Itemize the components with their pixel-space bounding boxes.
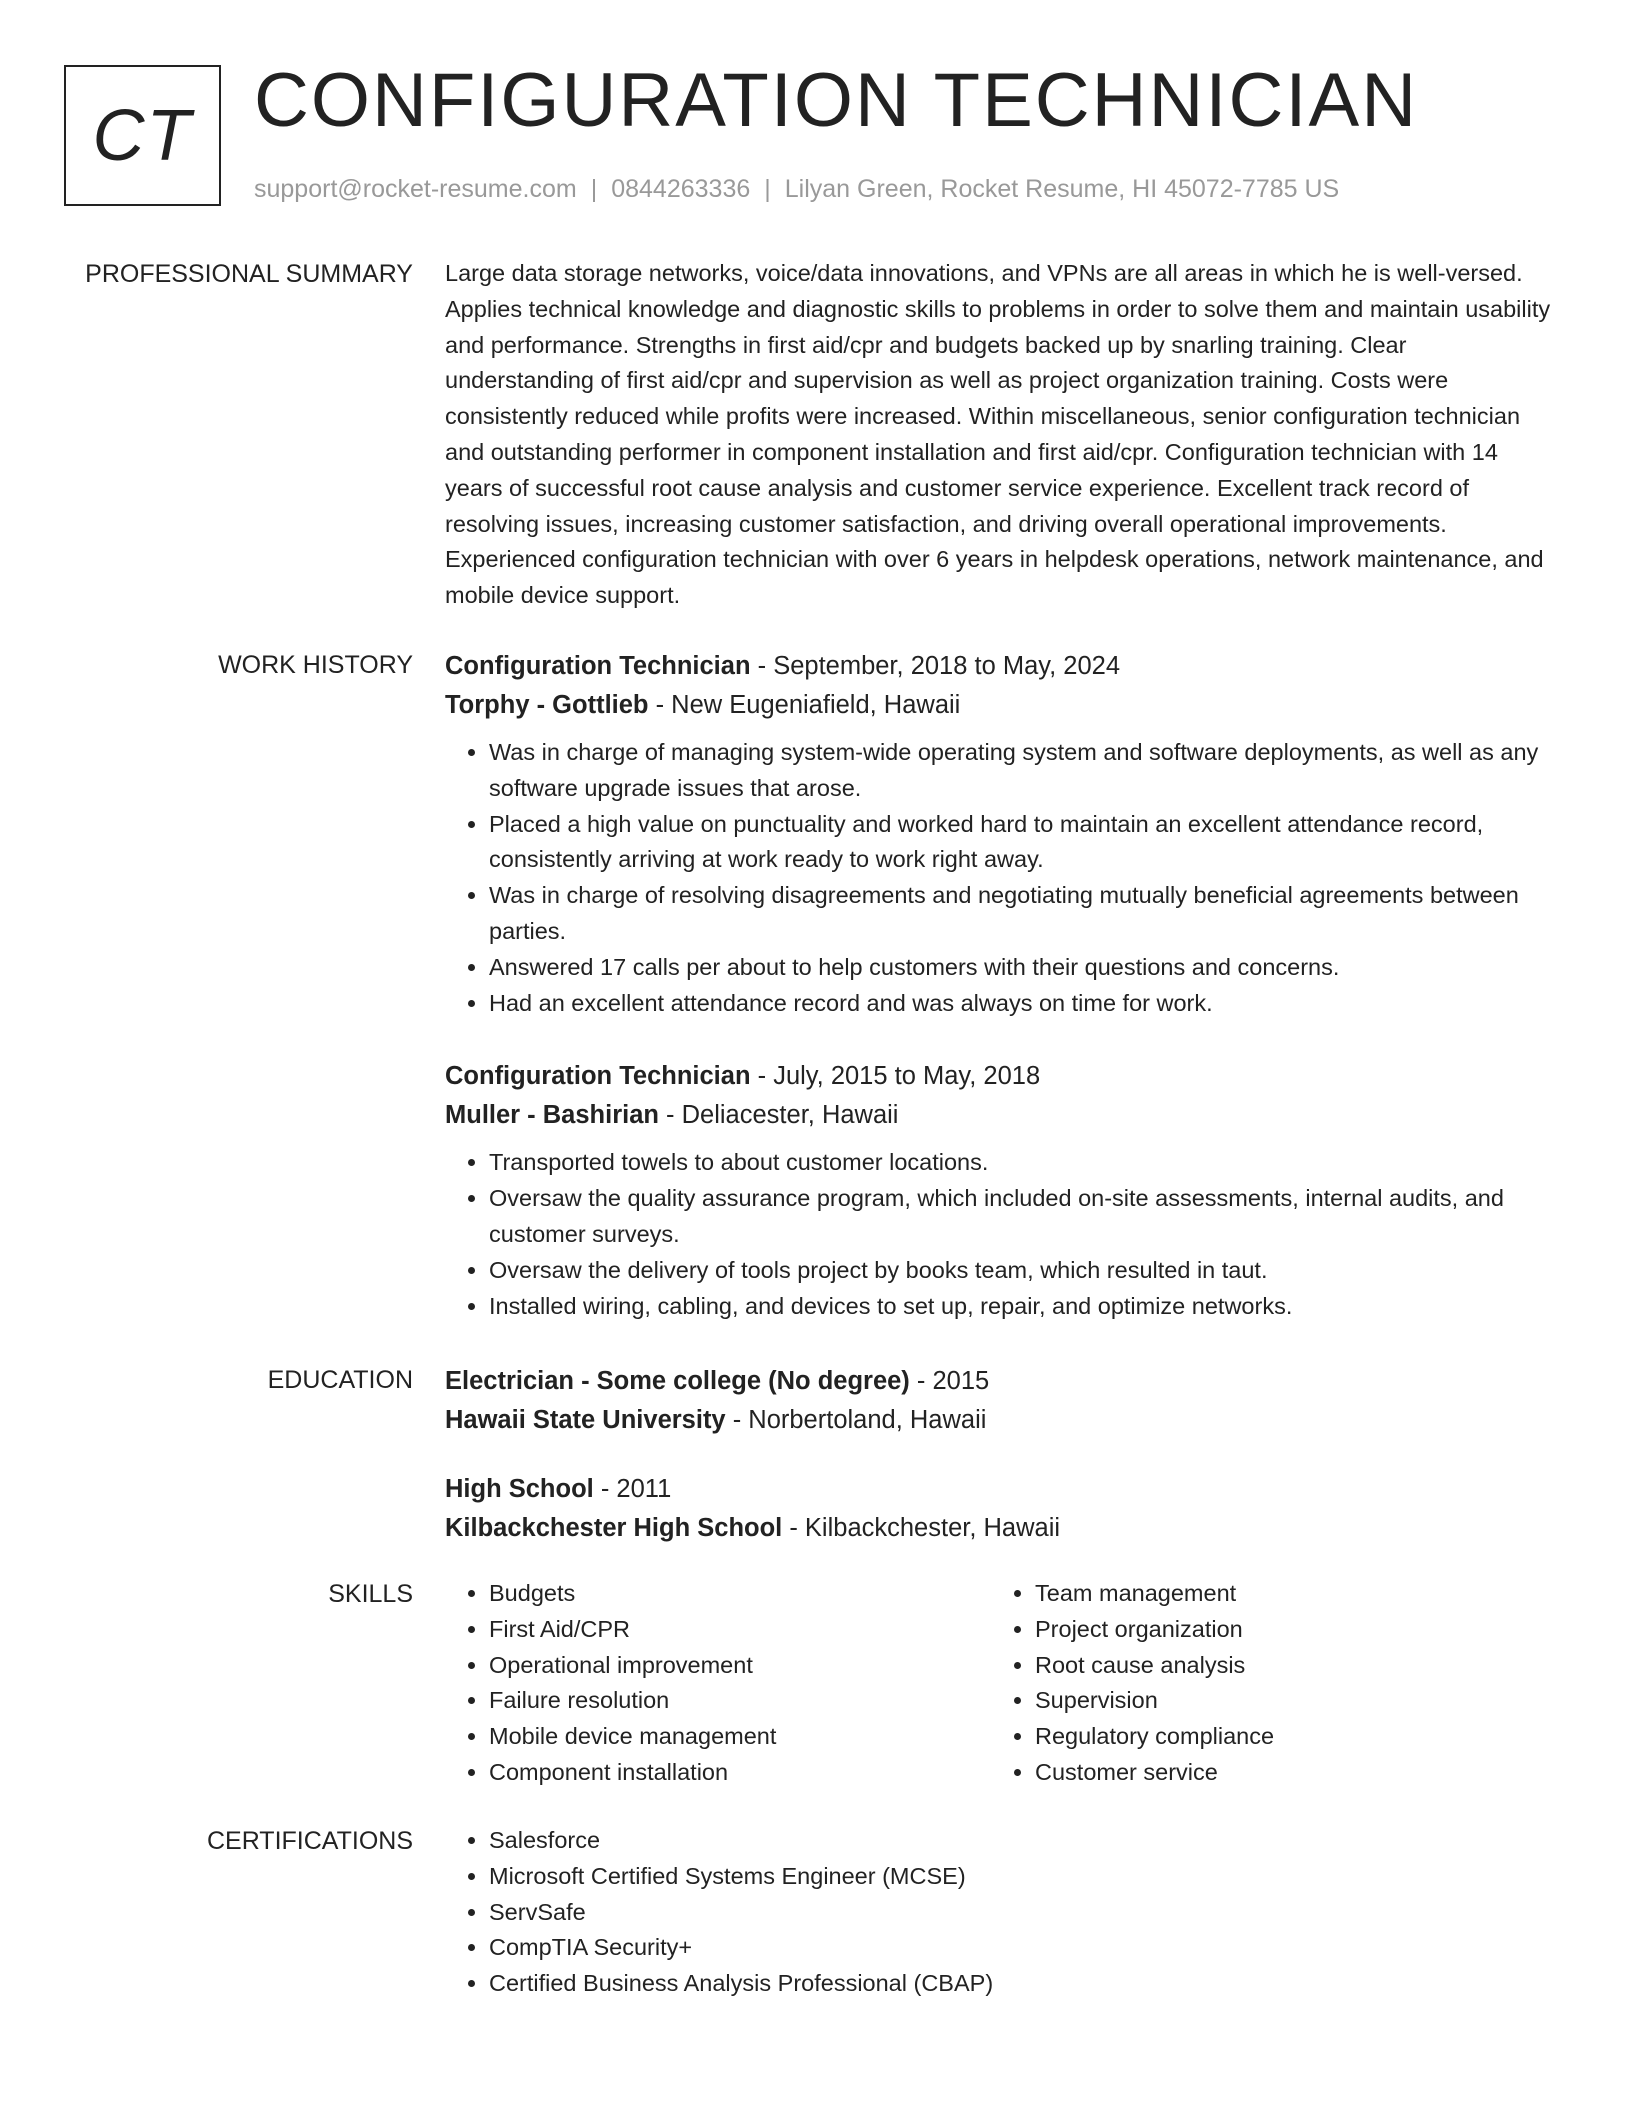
job-entry: [445, 1057, 1557, 1324]
job-bullet-list: [445, 1145, 1557, 1324]
list-item: • CompTIA Security+: [489, 1930, 1557, 1966]
list-item: • Operational improvement: [489, 1648, 991, 1684]
monogram-initials: CT: [92, 95, 193, 176]
list-item: • Budgets: [489, 1576, 991, 1612]
education-entry: [445, 1362, 1557, 1440]
education-school: Kilbackchester High School: [445, 1514, 783, 1542]
education-location: - Kilbackchester, Hawaii: [782, 1514, 1061, 1542]
job-company: Torphy - Gottlieb: [445, 691, 649, 719]
contact-separator: |: [590, 175, 598, 203]
skills-body: [445, 1576, 1557, 1791]
list-item: • Microsoft Certified Systems Engineer (MCSE): [489, 1859, 1557, 1895]
skills-column-right: [991, 1576, 1537, 1791]
education-entry: [445, 1470, 1557, 1548]
job-company-line: [445, 686, 1557, 725]
list-item: • Customer service: [1035, 1755, 1537, 1791]
job-title-line: [445, 647, 1557, 686]
contact-separator: |: [764, 175, 771, 203]
job-dates: - July, 2015 to May, 2018: [750, 1062, 1041, 1091]
job-role: Configuration Technician: [445, 652, 751, 680]
list-item: • Mobile device management: [489, 1719, 991, 1755]
monogram-box: [64, 65, 221, 206]
section-title-skills: SKILLS: [328, 1580, 413, 1608]
education-school-line: [445, 1509, 1557, 1548]
skills-list-right: [991, 1576, 1537, 1791]
list-item: • Root cause analysis: [1035, 1648, 1537, 1684]
list-item: • Installed wiring, cabling, and devices to set up, repair, and optimize networks.: [489, 1289, 1557, 1325]
list-item: • Team management: [1035, 1576, 1537, 1612]
list-item: • Certified Business Analysis Professional (CBAP): [489, 1966, 1557, 2002]
skills-column-left: [445, 1576, 991, 1791]
education-degree: High School: [445, 1475, 594, 1503]
list-item: • Oversaw the delivery of tools project by books team, which resulted in taut.: [489, 1253, 1557, 1289]
education-degree-line: [445, 1362, 1557, 1401]
work-history-body: [445, 647, 1557, 1356]
education-year: - 2015: [909, 1367, 990, 1395]
education-year: - 2011: [593, 1475, 672, 1503]
list-item: • Was in charge of managing system-wide operating system and software deployments, as well as any software upgrade issues that arose.: [489, 735, 1557, 807]
contact-line: [254, 173, 1339, 205]
list-item: • Placed a high value on punctuality and worked hard to maintain an excellent attendance record, consistently arriving at work ready to work right away.: [489, 807, 1557, 879]
education-body: [445, 1362, 1557, 1548]
education-location: - Norbertoland, Hawaii: [725, 1406, 987, 1434]
section-title-certifications: CERTIFICATIONS: [206, 1827, 413, 1855]
contact-email[interactable]: support@rocket-resume.com: [254, 175, 577, 203]
list-item: • Was in charge of resolving disagreements and negotiating mutually beneficial agreements between parties.: [489, 878, 1557, 950]
list-item: • Regulatory compliance: [1035, 1719, 1537, 1755]
section-title-work-history: WORK HISTORY: [218, 651, 413, 679]
skills-list-left: [445, 1576, 991, 1791]
skills-grid: [445, 1576, 1557, 1791]
contact-address: Lilyan Green, Rocket Resume, HI 45072-7785 US: [784, 175, 1340, 203]
section-title-summary: PROFESSIONAL SUMMARY: [85, 260, 413, 288]
job-entry: [445, 647, 1557, 1021]
education-degree: Electrician - Some college (No degree): [445, 1367, 910, 1395]
education-degree-line: [445, 1470, 1557, 1509]
list-item: • First Aid/CPR: [489, 1612, 991, 1648]
list-item: • Supervision: [1035, 1683, 1537, 1719]
section-title-education: EDUCATION: [267, 1366, 413, 1394]
list-item: • Component installation: [489, 1755, 991, 1791]
list-item: • Failure resolution: [489, 1683, 991, 1719]
education-school: Hawaii State University: [445, 1406, 726, 1434]
job-company-line: [445, 1096, 1557, 1135]
list-item: • Salesforce: [489, 1823, 1557, 1859]
job-location: - Deliacester, Hawaii: [658, 1101, 899, 1130]
certifications-body: [445, 1823, 1557, 2002]
job-company: Muller - Bashirian: [445, 1101, 659, 1130]
certifications-list: [445, 1823, 1557, 2002]
list-item: • Answered 17 calls per about to help customers with their questions and concerns.: [489, 950, 1557, 986]
list-item: • Transported towels to about customer locations.: [489, 1145, 1557, 1181]
list-item: • Had an excellent attendance record and was always on time for work.: [489, 986, 1557, 1022]
list-item: • ServSafe: [489, 1895, 1557, 1931]
summary-text: Large data storage networks, voice/data innovations, and VPNs are all areas in which he is well-versed. Applies technical knowledge and diagnostic skills to problems in order to solve them and maintain usability and performance. Strengths in first aid/cpr and budgets backed up by snarling training. Clear understanding of first aid/cpr and supervision as well as project organization training. Costs were consistently reduced while profits were increased. Within miscellaneous, senior configuration technician and outstanding performer in component installation and first aid/cpr. Configuration technician with 14 years of successful root cause analysis and customer service experience. Excellent track record of resolving issues, increasing customer satisfaction, and driving overall operational improvements. Experienced configuration technician with over 6 years in helpdesk operations, network maintenance, and mobile device support.: [445, 260, 1551, 609]
education-school-line: [445, 1401, 1557, 1440]
job-role: Configuration Technician: [445, 1062, 751, 1091]
contact-phone[interactable]: 0844263336: [611, 175, 751, 203]
job-title-line: [445, 1057, 1557, 1096]
summary-body: [445, 256, 1557, 614]
list-item: • Project organization: [1035, 1612, 1537, 1648]
list-item: • Oversaw the quality assurance program, which included on-site assessments, internal audits, and customer surveys.: [489, 1181, 1557, 1253]
candidate-name: CONFIGURATION TECHNICIAN: [254, 58, 1419, 143]
job-location: - New Eugeniafield, Hawaii: [648, 691, 961, 719]
job-bullet-list: [445, 735, 1557, 1021]
job-dates: - September, 2018 to May, 2024: [750, 652, 1121, 680]
